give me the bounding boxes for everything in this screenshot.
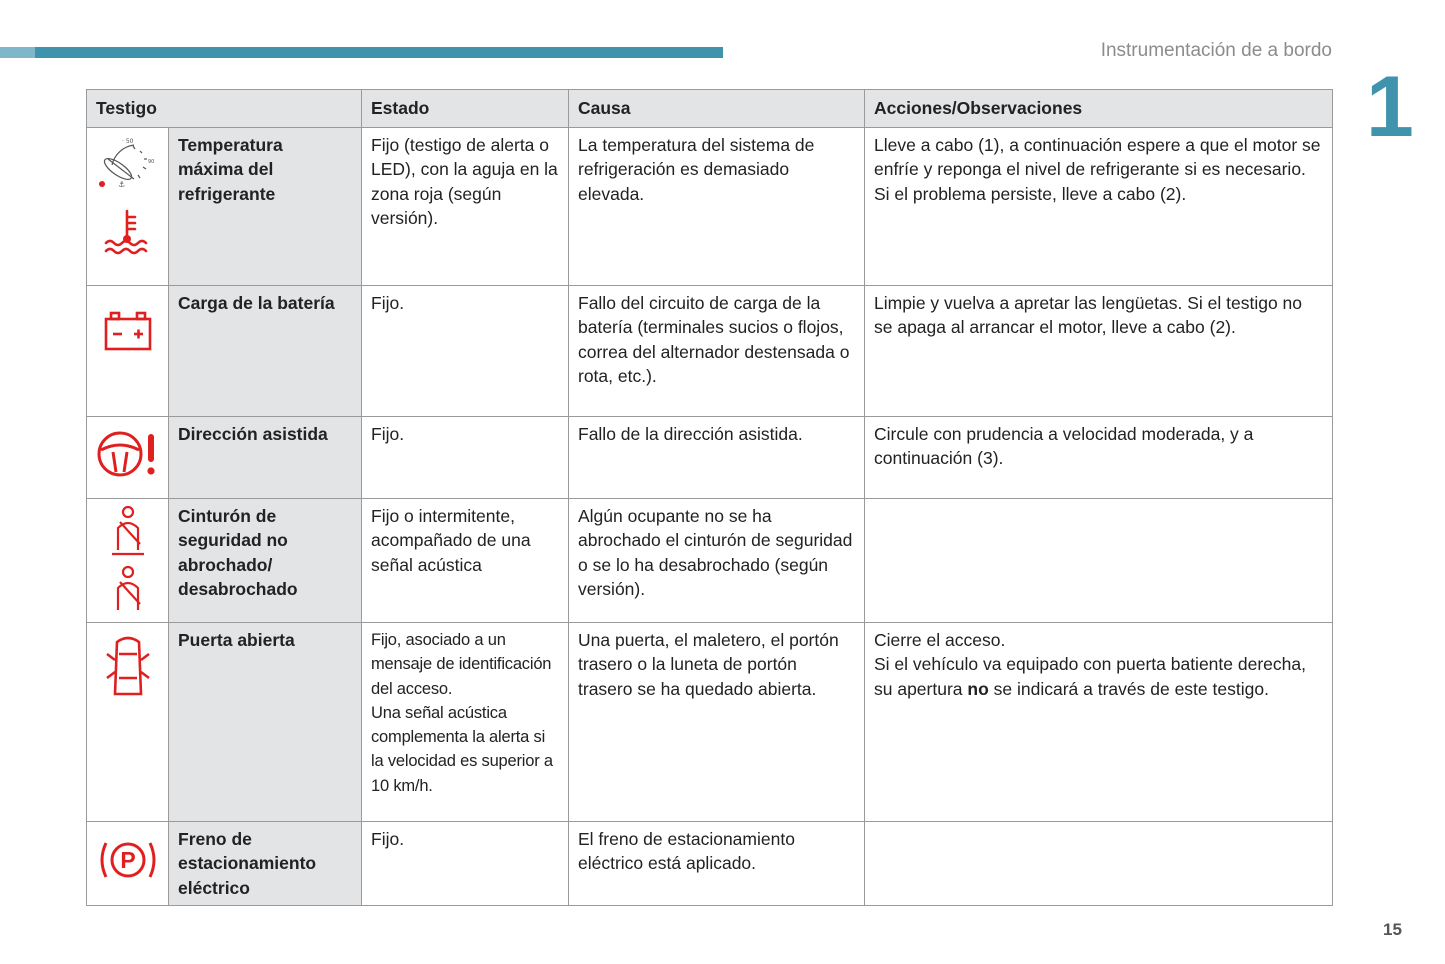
acciones-text: se indicará a través de este testigo.	[988, 678, 1269, 699]
estado-line: Fijo, asociado a un mensaje de identificación del acceso.	[371, 631, 552, 698]
causa-cell: Una puerta, el maletero, el portón trasero o la luneta de portón trasero se ha quedado abierta.	[569, 623, 865, 822]
estado-cell: Fijo o intermitente, acompañado de una señal acústica	[362, 499, 569, 623]
testigo-name: Carga de la batería	[169, 286, 362, 417]
testigo-name: Freno de estacionamiento eléctrico	[169, 822, 362, 906]
seatbelt-icon	[106, 504, 150, 614]
causa-cell: Fallo del circuito de carga de la batería (terminales sucios o flojos, correa del alternador destensada o rota, etc.).	[569, 286, 865, 417]
table-row	[87, 623, 1333, 822]
header-accent-bar	[35, 47, 723, 58]
icon-cell	[87, 128, 169, 286]
acciones-cell: Circule con prudencia a velocidad moderada, y a continuación (3).	[865, 417, 1333, 499]
column-header-acciones: Acciones/Observaciones	[865, 90, 1333, 128]
warning-lights-table	[86, 89, 1333, 906]
icon-cell	[87, 822, 169, 906]
acciones-cell	[865, 499, 1333, 623]
causa-cell: Algún ocupante no se ha abrochado el cinturón de seguridad o se lo ha desabrochado (según versión).	[569, 499, 865, 623]
icon-cell	[87, 286, 169, 417]
icon-cell	[87, 499, 169, 623]
header-accent-bar-light	[0, 47, 35, 58]
estado-line: Una señal acústica complementa la alerta si la velocidad es superior a 10 km/h.	[371, 703, 553, 795]
testigo-name: Dirección asistida	[169, 417, 362, 499]
battery-icon	[103, 307, 153, 353]
icon-cell	[87, 417, 169, 499]
column-header-causa: Causa	[569, 90, 865, 128]
acciones-cell	[865, 822, 1333, 906]
icon-cell	[87, 623, 169, 822]
causa-cell: El freno de estacionamiento eléctrico está aplicado.	[569, 822, 865, 906]
acciones-emphasis: no	[967, 678, 989, 699]
testigo-name: Cinturón de seguridad no abrochado/ desabrochado	[169, 499, 362, 623]
table-row	[87, 128, 1333, 286]
table-row	[87, 286, 1333, 417]
table-row	[87, 822, 1333, 906]
causa-cell: Fallo de la dirección asistida.	[569, 417, 865, 499]
power-steering-icon	[96, 428, 160, 480]
causa-cell: La temperatura del sistema de refrigeración es demasiado elevada.	[569, 128, 865, 286]
estado-cell: Fijo.	[362, 417, 569, 499]
svg-text:· 50: · 50	[122, 138, 134, 145]
door-open-icon	[105, 634, 151, 700]
estado-cell: Fijo.	[362, 286, 569, 417]
testigo-name: Puerta abierta	[169, 623, 362, 822]
acciones-cell	[865, 623, 1333, 822]
estado-cell: Fijo (testigo de alerta o LED), con la aguja en la zona roja (según versión).	[362, 128, 569, 286]
acciones-cell: Limpie y vuelva a apretar las lengüetas. Si el testigo no se apaga al arrancar el motor, lleve a cabo (2).	[865, 286, 1333, 417]
table-row	[87, 499, 1333, 623]
column-header-estado: Estado	[362, 90, 569, 128]
acciones-text: Si el vehículo va equipado con puerta batiente derecha, su apertura	[874, 654, 1306, 699]
column-header-testigo: Testigo	[87, 90, 362, 128]
svg-text:90: 90	[148, 159, 155, 165]
chapter-number: 1	[1366, 59, 1414, 155]
estado-cell	[362, 623, 569, 822]
table-header-row	[87, 90, 1333, 128]
acciones-cell: Lleve a cabo (1), a continuación espere a que el motor se enfríe y reponga el nivel de refrigerante si es necesario. Si el problema persiste, lleve a cabo (2).	[865, 128, 1333, 286]
coolant-temperature-icon	[96, 133, 160, 263]
table-row	[87, 417, 1333, 499]
acciones-line: Cierre el acceso.	[874, 630, 1006, 650]
svg-text:⚓: ⚓	[118, 180, 126, 189]
testigo-name: Temperatura máxima del refrigerante	[169, 128, 362, 286]
acciones-line	[874, 652, 1323, 701]
svg-text:P: P	[119, 847, 136, 873]
parking-brake-icon	[98, 835, 158, 885]
section-title: Instrumentación de a bordo	[1100, 40, 1332, 61]
estado-cell: Fijo.	[362, 822, 569, 906]
page-number: 15	[1383, 920, 1402, 939]
